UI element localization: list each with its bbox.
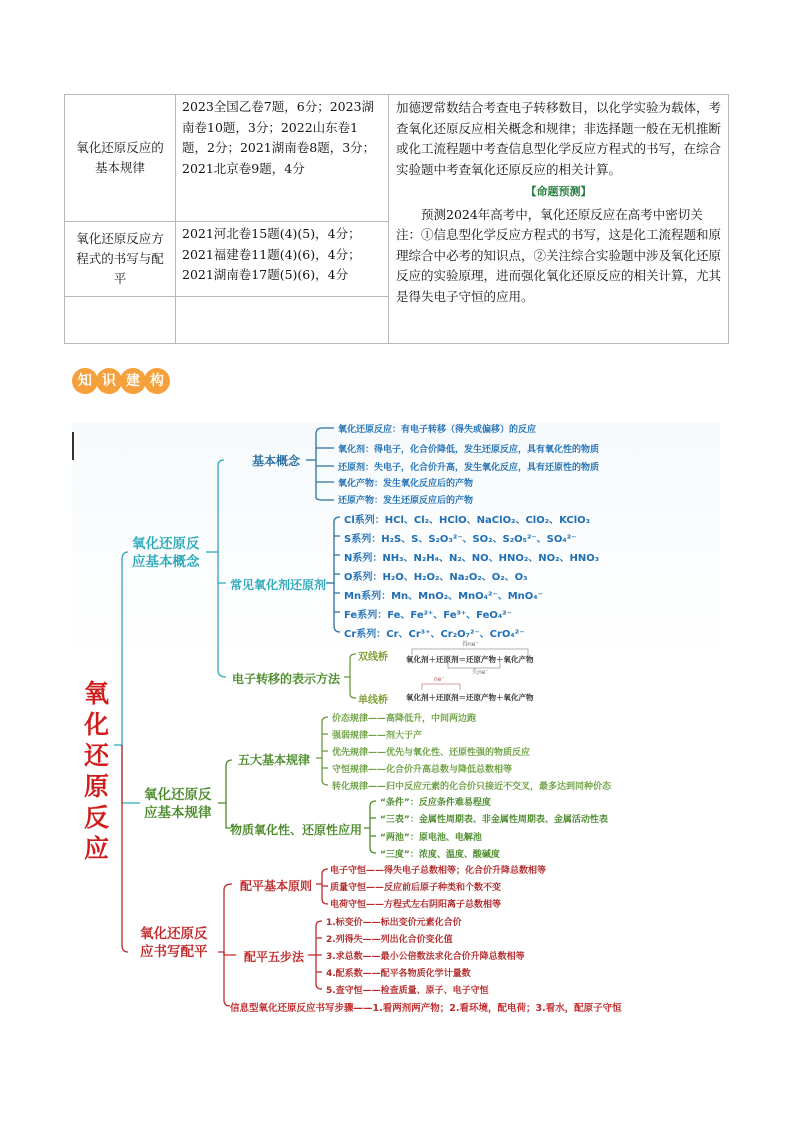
list-item: 质量守恒——反应前后原子种类和个数不变 [330, 883, 502, 893]
sub-1-1-label: 基本概念 [252, 454, 301, 468]
list-item: 还原产物：发生还原反应后的产物 [338, 496, 474, 506]
info-steps-line: 信息型氧化还原反应书写步骤——1.看两剂两产物；2.看环境，配电荷；3.看水，配原子守恒 [230, 1003, 622, 1014]
list-item: 2.列得失——列出化合价变化值 [326, 935, 453, 945]
list-item: “三表”：金属性周期表、非金属性周期表、金属活动性表 [380, 815, 608, 825]
sub-3-1-label: 配平基本原则 [240, 879, 313, 893]
list-item: “条件”：反应条件难易程度 [380, 798, 491, 808]
mindmap-root: 氧化还原反应 [84, 679, 110, 863]
sub-3-2-label: 配平五步法 [244, 950, 305, 964]
list-item: “两池”：原电池、电解池 [380, 833, 482, 843]
list-item: 3.求总数——最小公倍数法求化合价升降总数相等 [326, 952, 525, 962]
list-item: Mn系列：Mn、MnO₂、MnO₄²⁻、MnO₄⁻ [344, 591, 543, 602]
table-row-1-exams: 2023全国乙卷7题，6分；2023湖南卷10题，3分；2022山东卷1题，2分；2021湖南卷8题，3分；2021北京卷9题，4分 [176, 95, 389, 222]
prediction-text: 预测2024年高考中，氧化还原反应在高考中密切关注：①信息型化学反应方程式的书写，这是化工流程题和原理综合中必考的知识点，②关注综合实验题中涉及氧化还原反应的实验原理，进而强化氧化还原反应的相关计算，尤其是得失电子守恒的应用。 [396, 206, 722, 304]
list-item: 4.配系数——配平各物质化学计量数 [326, 969, 471, 979]
list-item: 5.查守恒——检查质量、原子、电子守恒 [326, 986, 489, 996]
branch-3-label: 氧化还原反应书写配平 [140, 926, 208, 960]
list-item: 优先规律——优先与氧化性、还原性强的物质反应 [332, 748, 531, 758]
bridge1-bottom: 失ne⁻ [472, 669, 489, 676]
list-item: O系列：H₂O、H₂O₂、Na₂O₂、O₂、O₃ [344, 572, 528, 583]
table-row-2-topic: 氧化还原反应方程式的书写与配平 [65, 222, 176, 297]
bridge1-equation: 氧化剂＋还原剂＝还原产物＋氧化产物 [406, 655, 534, 664]
single-bridge-label: 单线桥 [358, 695, 388, 706]
bridge1-top: 得ne⁻ [462, 641, 479, 648]
list-item: 转化规律——归中反应元素的化合价只接近不交叉，最多达到同种价态 [332, 782, 612, 792]
branch-1-label: 氧化还原反应基本概念 [132, 536, 200, 570]
sub-1-3-label: 电子转移的表示方法 [232, 672, 341, 686]
sub-2-1-label: 五大基本规律 [238, 753, 311, 767]
list-item: “三度”：浓度、温度、酸碱度 [380, 850, 500, 860]
list-item: 氧化还原反应：有电子转移（得失或偏移）的反应 [338, 425, 537, 435]
list-item: Fe系列：Fe、Fe²⁺、Fe³⁺、FeO₄²⁻ [344, 610, 512, 621]
list-item: 价态规律——高降低升，中间两边跑 [332, 714, 477, 724]
table-row-2-exams: 2021河北卷15题(4)(5)，4分；2021福建卷11题(4)(6)，4分；2021湖南卷17题(5)(6)，4分 [176, 222, 389, 297]
list-item: 氧化产物：发生氧化反应后的产物 [338, 479, 474, 489]
analysis-text: 加德逻常数结合考查电子转移数目，以化学实验为载体，考查氧化还原反应相关概念和规律；非选择题一般在无机推断或化工流程题中考查信息型化学反应方程式的书写，在综合实验题中考查氧化还原反应的相关计算。 [396, 100, 722, 177]
list-item: 1.标变价——标出变价元素化合价 [326, 918, 462, 928]
sub-2-2-label: 物质氧化性、还原性应用 [230, 823, 363, 837]
list-item: 守恒规律——化合价升高总数与降低总数相等 [332, 765, 513, 775]
badge-char: 识 [96, 368, 122, 394]
list-item: S系列：H₂S、S、S₂O₃²⁻、SO₂、S₂O₅²⁻、SO₄²⁻ [344, 534, 577, 545]
bridge2-equation: 氧化剂＋还原剂＝还原产物＋氧化产物 [406, 693, 534, 702]
prediction-title: 【命题预测】 [525, 185, 592, 198]
badge-char: 构 [144, 368, 170, 394]
table-row-1-topic: 氧化还原反应的基本规律 [65, 95, 176, 222]
branch-2-label: 氧化还原反应基本规律 [144, 787, 212, 821]
list-item: Cr系列：Cr、Cr³⁺、Cr₂O₇²⁻、CrO₄²⁻ [344, 629, 525, 640]
badge-char: 知 [72, 368, 98, 394]
badge-char: 建 [120, 368, 146, 394]
double-bridge-label: 双线桥 [358, 652, 388, 663]
list-item: 氧化剂：得电子，化合价降低，发生还原反应，具有氧化性的物质 [338, 445, 600, 455]
list-item: 电子守恒——得失电子总数相等；化合价升降总数相等 [330, 866, 547, 876]
bridge2-top: ne⁻ [434, 676, 445, 683]
list-item: 强弱规律——剂大于产 [332, 731, 423, 741]
sub-1-2-label: 常见氧化剂还原剂 [230, 578, 327, 592]
list-item: 电荷守恒——方程式左右阴阳离子总数相等 [330, 900, 502, 910]
list-item: 还原剂：失电子，化合价升高，发生氧化反应，具有还原性的物质 [338, 463, 600, 473]
list-item: N系列：NH₃、N₂H₄、N₂、NO、HNO₂、NO₂、HNO₃ [344, 553, 600, 564]
list-item: Cl系列：HCl、Cl₂、HClO、NaClO₂、ClO₂、KClO₃ [344, 515, 591, 526]
